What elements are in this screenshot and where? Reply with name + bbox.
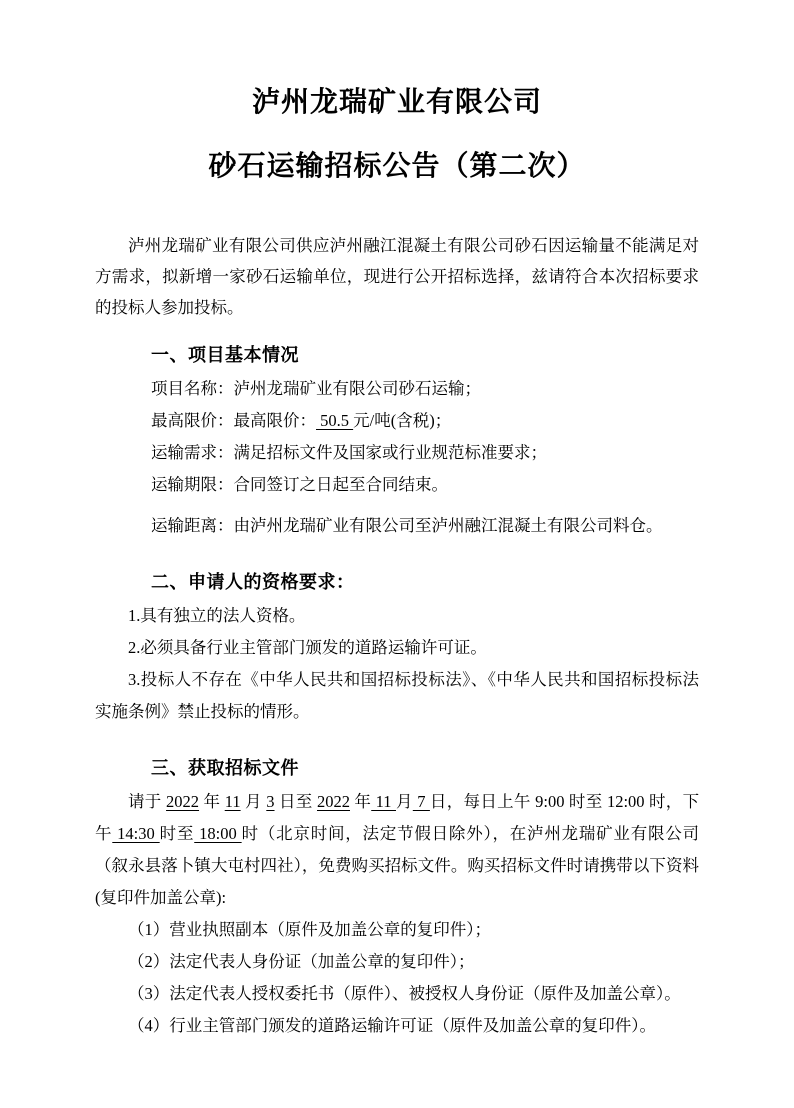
underlined-value: 14:30 (112, 823, 160, 843)
transport-term-line: 运输期限：合同签订之日起至合同结束。 (151, 474, 448, 494)
underlined-value: 2022 (317, 791, 350, 811)
text-segment: 年 (199, 791, 225, 811)
qualification-item-1: 1.具有独立的法人资格。 (128, 605, 306, 625)
text-segment: 日，每日上午 9:00 时至 12:00 时，下午 (95, 791, 700, 843)
text-segment: 日至 (274, 791, 317, 811)
required-document-item-3: （3）法定代表人授权委托书（原件）、被授权人身份证（原件及加盖公章）。 (128, 983, 681, 1003)
underlined-value: 3 (266, 791, 275, 811)
text-segment: 时（北京时间，法定节假日除外），在泸州龙瑞矿业有限公司（叙永县落卜镇大屯村四社），免费购买招标文件。购买招标文件时请携带以下资料(复印件加盖公章): (95, 823, 700, 907)
text-segment: 月 (395, 791, 413, 811)
text-segment: 时至 (159, 823, 195, 843)
required-document-item-4: （4）行业主管部门颁发的道路运输许可证（原件及加盖公章的复印件）。 (128, 1015, 656, 1035)
intro-paragraph: 泸州龙瑞矿业有限公司供应泸州融江混凝土有限公司砂石因运输量不能满足对方需求，拟新增一家砂石运输单位，现进行公开招标选择，兹请符合本次招标要求的投标人参加投标。 (95, 235, 699, 317)
text-segment: 月 (240, 791, 267, 811)
underlined-value: 50.5 (316, 410, 354, 430)
doc-title-line-2: 砂石运输招标公告（第二次） (208, 150, 586, 182)
underlined-value: 18:00 (194, 823, 242, 843)
section-1-heading: 一、项目基本情况 (151, 344, 299, 365)
underlined-value: 7 (412, 791, 430, 811)
doc-title-line-1: 泸州龙瑞矿业有限公司 (251, 87, 542, 118)
tender-document-paragraph (95, 786, 699, 914)
project-name-line: 项目名称：泸州龙瑞矿业有限公司砂石运输； (151, 378, 481, 398)
qualification-item-2: 2.必须具备行业主管部门颁发的道路运输许可证。 (128, 637, 487, 657)
max-price-line (95, 405, 699, 437)
text-segment: 年 (350, 791, 372, 811)
transport-demand-line: 运输需求：满足招标文件及国家或行业规范标准要求； (151, 442, 547, 462)
underlined-value: 11 (371, 791, 396, 811)
qualification-item-3: 3.投标人不存在《中华人民共和国招标投标法》、《中华人民共和国招标投标法实施条例》禁止投标的情形。 (95, 669, 699, 721)
text-segment: 请于 (128, 791, 167, 811)
text-segment: 元/吨(含税)； (353, 410, 452, 430)
underlined-value: 2022 (166, 791, 200, 811)
section-2-heading: 二、申请人的资格要求： (151, 571, 355, 592)
text-segment: 最高限价：最高限价： (151, 410, 316, 430)
required-document-item-2: （2）法定代表人身份证（加盖公章的复印件）； (128, 951, 475, 971)
required-document-item-1: （1）营业执照副本（原件及加盖公章的复印件）； (128, 919, 491, 939)
transport-distance-line: 运输距离：由泸州龙瑞矿业有限公司至泸州融江混凝土有限公司料仓。 (151, 515, 663, 535)
underlined-value: 11 (224, 791, 241, 811)
section-3-heading: 三、获取招标文件 (151, 757, 299, 778)
